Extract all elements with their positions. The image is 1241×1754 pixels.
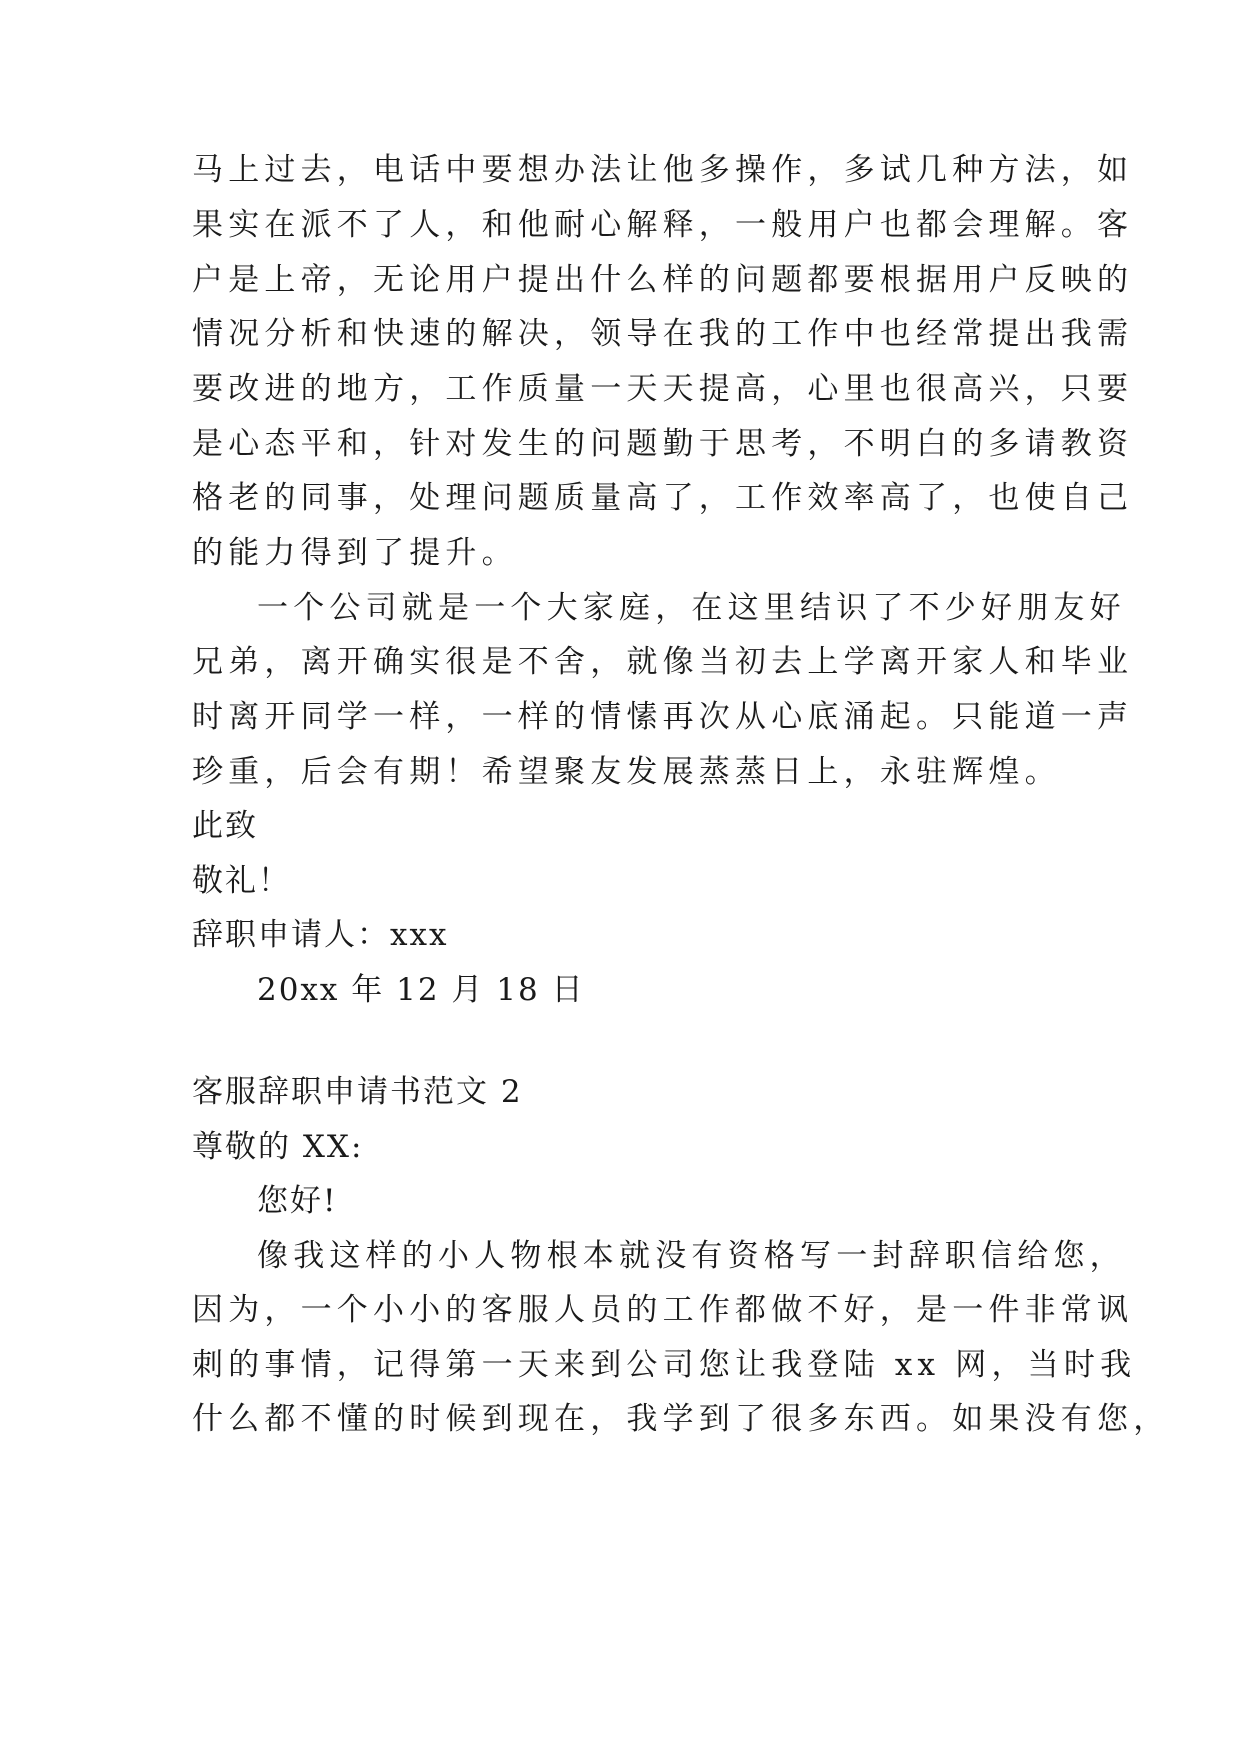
section-2-body-line-3: 刺的事情，记得第一天来到公司您让我登陆 xx 网，当时我	[192, 1347, 1137, 1383]
paragraph-1-line-2: 果实在派不了人，和他耐心解释，一般用户也都会理解。客	[192, 207, 1134, 243]
paragraph-1-line-8: 的能力得到了提升。	[192, 535, 518, 571]
closing-regards: 敬礼！	[192, 863, 291, 899]
paragraph-1-line-5: 要改进的地方，工作质量一天天提高，心里也很高兴，只要	[192, 371, 1134, 407]
paragraph-1-line-1: 马上过去，电话中要想办法让他多操作，多试几种方法，如	[192, 152, 1134, 188]
section-2-title: 客服辞职申请书范文 2	[192, 1074, 523, 1110]
section-2-hello: 您好!	[257, 1183, 338, 1219]
section-2-body-line-2: 因为，一个小小的客服人员的工作都做不好，是一件非常讽	[192, 1292, 1134, 1328]
closing-salutation: 此致	[192, 808, 258, 844]
paragraph-1-line-4: 情况分析和快速的解决，领导在我的工作中也经常提出我需	[192, 316, 1134, 352]
paragraph-1-line-7: 格老的同事，处理问题质量高了，工作效率高了，也使自己	[192, 480, 1134, 516]
closing-signer: 辞职申请人：xxx	[192, 917, 449, 953]
paragraph-2-line-2: 兄弟，离开确实很是不舍，就像当初去上学离开家人和毕业	[192, 644, 1134, 680]
section-2-body-line-4: 什么都不懂的时候到现在，我学到了很多东西。如果没有您，	[192, 1401, 1170, 1437]
paragraph-2-line-4: 珍重，后会有期！希望聚友发展蒸蒸日上，永驻辉煌。	[192, 754, 1061, 790]
closing-date: 20xx 年 12 月 18 日	[257, 972, 585, 1008]
section-2-greeting: 尊敬的 XX:	[192, 1129, 364, 1165]
paragraph-1-line-3: 户是上帝，无论用户提出什么样的问题都要根据用户反映的	[192, 262, 1134, 298]
paragraph-2-line-3: 时离开同学一样，一样的情愫再次从心底涌起。只能道一声	[192, 699, 1134, 735]
paragraph-1-line-6: 是心态平和，针对发生的问题勤于思考，不明白的多请教资	[192, 426, 1134, 462]
section-2-body-line-1: 像我这样的小人物根本就没有资格写一封辞职信给您，	[257, 1238, 1126, 1274]
paragraph-2-line-1: 一个公司就是一个大家庭，在这里结识了不少好朋友好	[257, 590, 1126, 626]
